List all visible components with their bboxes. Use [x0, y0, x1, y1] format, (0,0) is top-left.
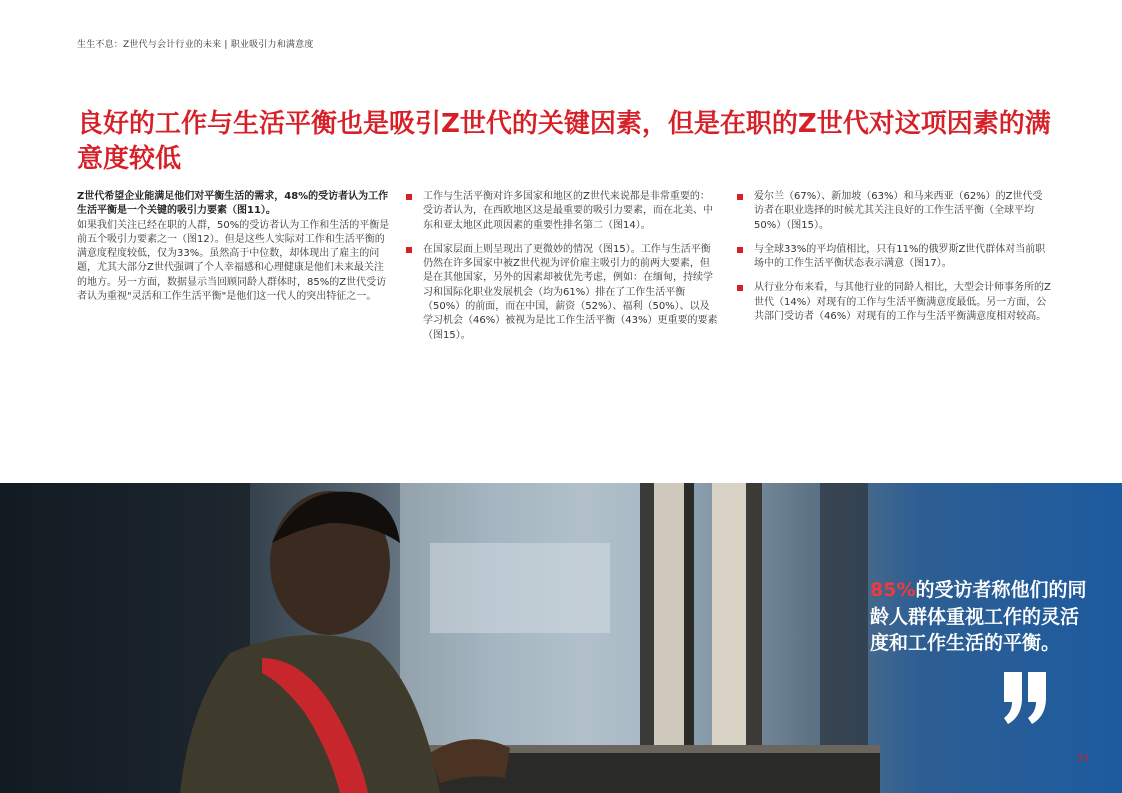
column-middle [406, 190, 718, 353]
page-number: 53 [1077, 754, 1089, 764]
list-item-text: 与全球33%的平均值相比，只有11%的俄罗斯Z世代群体对当前职场中的工作生活平衡状态表示满意（图17）。 [754, 243, 1046, 270]
list-item-text: 工作与生活平衡对许多国家和地区的Z世代来说都是非常重要的：受访者认为，在西欧地区这是最重要的吸引力要素，而在北美、中东和亚太地区此项因素的重要性排名第二（图14）。 [423, 191, 713, 231]
list-item [406, 190, 718, 233]
bullet-square-icon [737, 194, 743, 200]
quote-text: 的受访者称他们的同龄人群体重视工作的灵活度和工作生活的平衡。 [870, 579, 1087, 654]
list-item [737, 243, 1051, 272]
bullet-square-icon [406, 194, 412, 200]
list-item [406, 243, 718, 343]
bullet-square-icon [406, 247, 412, 253]
quote-highlight: 85% [870, 579, 916, 601]
page-title: 良好的工作与生活平衡也是吸引Z世代的关键因素，但是在职的Z世代对这项因素的满意度较低 [77, 109, 1051, 174]
lead-paragraph: Z世代希望企业能满足他们对平衡生活的需求，48%的受访者认为工作生活平衡是一个关键的吸引力要素（图11）。 [77, 191, 389, 217]
list-item [737, 190, 1051, 233]
pull-quote [870, 577, 1090, 657]
body-paragraph: 如果我们关注已经在职的人群，50%的受访者认为工作和生活的平衡是前五个吸引力要素之一（图12）。但是这些人实际对工作和生活平衡的满意度程度较低，仅为33%。虽然高于中位数，却体现出了雇主的问题，尤其大部分Z世代强调了个人幸福感和心理健康是他们未来最关注的地方。另一方面，数据显示当回顾同龄人群体时，85%的Z世代受访者认为重视"灵活和工作生活平衡"是他们这一代人的突出特征之一。 [77, 219, 390, 303]
list-item [737, 281, 1051, 324]
quote-mark-icon [1000, 668, 1050, 728]
list-item-text: 从行业分布来看，与其他行业的同龄人相比，大型会计师事务所的Z世代（14%）对现有的工作与生活平衡满意度最低。另一方面，公共部门受访者（46%）对现有的工作与生活平衡满意度相对较高。 [754, 282, 1051, 323]
bullet-square-icon [737, 247, 743, 253]
bullet-square-icon [737, 285, 743, 291]
list-item-text: 在国家层面上则呈现出了更微妙的情况（图15）。工作与生活平衡仍然在许多国家中被Z世代视为评价雇主吸引力的前两大要素，但是在其他国家，另外的因素却被优先考虑，例如：在缅甸，持续学习和国际化职业发展机会（均为61%）排在了工作生活平衡（50%）的前面，而在中国，薪资（52%）、福利（50%）、以及学习机会（46%）被视为是比工作生活平衡（43%）更重要的要素（图15）。 [423, 243, 718, 341]
column-right [737, 190, 1051, 334]
list-item-text: 爱尔兰（67%）、新加坡（63%）和马来西亚（62%）的Z世代受访者在职业选择的时候尤其关注良好的工作生活平衡（全球平均50%）（图15）。 [754, 191, 1043, 231]
breadcrumb: 生生不息：Z世代与会计行业的未来 | 职业吸引力和满意度 [77, 40, 314, 50]
column-left [77, 190, 390, 304]
